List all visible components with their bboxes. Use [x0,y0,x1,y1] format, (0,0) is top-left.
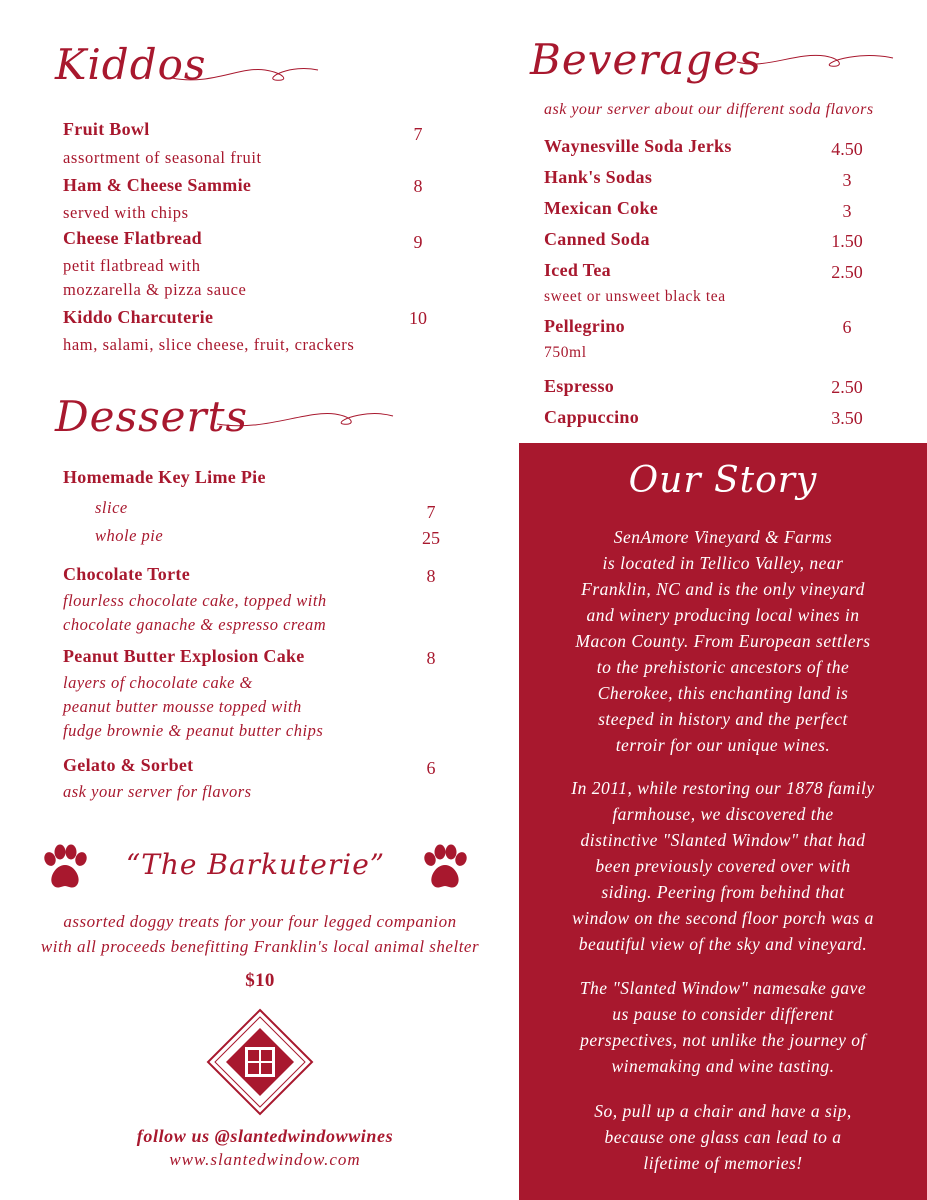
barkuterie-line1: assorted doggy treats for your four legged companion [63,912,457,931]
menu-item-price: 8 [426,648,436,668]
menu-item-price: 1.50 [831,231,863,251]
menu-item-price: 3.50 [831,408,863,428]
menu-item-name: Peanut Butter Explosion Cake [63,646,305,666]
menu-item-price: 10 [409,308,427,328]
menu-item-desc: fudge brownie & peanut butter chips [63,721,324,740]
desserts-heading: Desserts [55,392,249,441]
barkuterie-line2: with all proceeds benefitting Franklin's local animal shelter [40,937,480,956]
menu-item-price: 6 [842,317,852,337]
story-line: us pause to consider different [612,1004,834,1024]
story-line: In 2011, while restoring our 1878 family [571,778,875,798]
kiddos-flourish [170,56,320,86]
menu-item-name: Mexican Coke [544,198,659,218]
story-line: Macon County. From European settlers [575,631,871,651]
menu-item-name: Gelato & Sorbet [63,755,194,775]
beverages-flourish [735,44,895,74]
website-link[interactable]: www.slantedwindow.com [169,1150,361,1169]
menu-item-price: 2.50 [831,262,863,282]
menu-item-price: 9 [413,232,423,252]
story-line: siding. Peering from behind that [601,882,845,902]
story-line: The "Slanted Window" namesake gave [579,978,867,998]
story-line: and winery producing local wines in [586,605,860,625]
beverages-heading: Beverages [530,35,762,84]
menu-item-desc: assortment of seasonal fruit [63,148,262,167]
slanted-window-logo [206,1008,314,1116]
story-line: beautiful view of the sky and vineyard. [578,934,868,954]
paw-print-icon [418,843,470,895]
menu-item-price: 4.50 [831,139,863,159]
menu-item-option: whole pie [95,526,164,545]
menu-item-desc: ham, salami, slice cheese, fruit, crackers [63,335,355,354]
story-line: farmhouse, we discovered the [612,804,834,824]
menu-item-name: Canned Soda [544,229,650,249]
story-line: because one glass can lead to a [604,1127,842,1147]
menu-item-desc: flourless chocolate cake, topped with [63,591,327,610]
menu-item-desc: mozzarella & pizza sauce [63,280,247,299]
kiddos-heading: Kiddos [55,40,207,89]
menu-item-name: Cheese Flatbread [63,228,202,248]
story-paragraph-1 [538,524,908,758]
story-line: lifetime of memories! [643,1153,803,1173]
desserts-flourish [215,402,395,432]
story-paragraph-4 [538,1098,908,1176]
menu-item-name: Hank's Sodas [544,167,653,187]
menu-item-price: 3 [842,201,852,221]
story-line: steeped in history and the perfect [598,709,848,729]
story-line: is located in Tellico Valley, near [602,553,844,573]
menu-item-name: Pellegrino [544,316,625,336]
story-line: perspectives, not unlike the journey of [580,1030,866,1050]
menu-item-desc: 750ml [544,344,587,361]
menu-item-name: Kiddo Charcuterie [63,307,214,327]
menu-item-desc: layers of chocolate cake & [63,673,253,692]
menu-item-price: 8 [413,176,423,196]
story-paragraph-3 [538,975,908,1079]
story-line: SenAmore Vineyard & Farms [613,527,833,547]
menu-item-desc: ask your server for flavors [63,782,252,801]
barkuterie-title: “The Barkuterie” [125,848,386,881]
menu-item-price: 6 [426,758,436,778]
barkuterie-price: $10 [245,970,275,991]
paw-print-icon [38,843,90,895]
menu-item-name: Iced Tea [544,260,611,280]
menu-item-name: Cappuccino [544,407,640,427]
menu-item-name: Homemade Key Lime Pie [63,467,266,487]
story-line: Franklin, NC and is the only vineyard [581,579,865,599]
menu-item-option: slice [95,498,128,517]
story-heading: Our Story [628,460,818,501]
story-line: winemaking and wine tasting. [611,1056,835,1076]
story-line: to the prehistoric ancestors of the [596,657,850,677]
menu-item-desc: served with chips [63,203,189,222]
menu-item-name: Fruit Bowl [63,119,150,139]
menu-item-name: Waynesville Soda Jerks [544,136,732,156]
story-line: So, pull up a chair and have a sip, [594,1101,852,1121]
menu-item-price: 7 [426,502,436,522]
story-line: been previously covered over with [595,856,851,876]
beverages-note: ask your server about our different soda flavors [544,101,874,118]
menu-item-name: Ham & Cheese Sammie [63,175,252,195]
story-line: terroir for our unique wines. [615,735,831,755]
menu-item-price: 3 [842,170,852,190]
story-line: Cherokee, this enchanting land is [597,683,849,703]
menu-item-name: Chocolate Torte [63,564,190,584]
follow-handle[interactable]: follow us @slantedwindowwines [136,1126,394,1146]
menu-item-price: 2.50 [831,377,863,397]
story-paragraph-2 [538,775,908,957]
menu-item-desc: petit flatbread with [63,256,201,275]
menu-item-price: 7 [413,124,423,144]
menu-item-desc: peanut butter mousse topped with [63,697,302,716]
story-line: window on the second floor porch was a [572,908,874,928]
menu-item-desc: sweet or unsweet black tea [544,288,726,305]
menu-item-price: 8 [426,566,436,586]
story-line: distinctive "Slanted Window" that had [580,830,866,850]
menu-item-name: Espresso [544,376,615,396]
menu-item-desc: chocolate ganache & espresso cream [63,615,327,634]
menu-item-price: 25 [422,528,440,548]
